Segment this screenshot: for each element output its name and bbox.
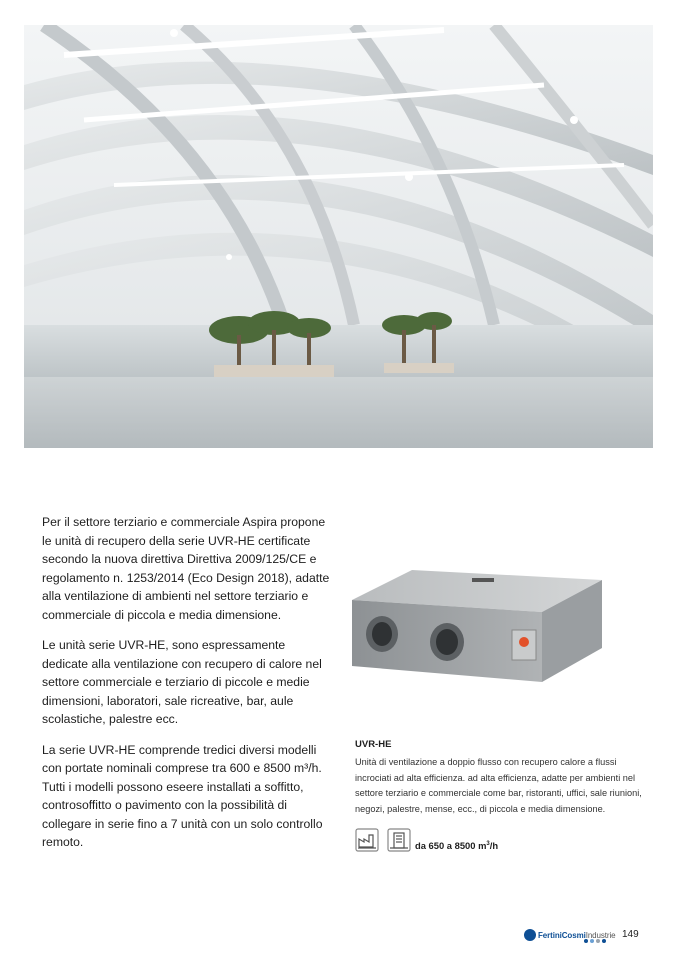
paragraph-models: La serie UVR-HE comprende tredici diversi modelli con portate nominali comprese tra 600 e 8500 m³/h. Tutti i modelli possono eseere installati a soffitto, controsoffitto o pavimento con la possibilità di collegare in serie fino a 7 unità con un solo controllo remoto. [42,742,323,849]
product-title: UVR-HE [355,739,392,750]
flow-range [415,840,498,851]
page-number: 149 [622,929,639,940]
flow-range-unit-suffix: /h [489,840,499,851]
brand-dot [584,939,588,943]
factory-icon [355,828,379,852]
brand-dot [602,939,606,943]
hero-photo-airport-hall [24,25,653,448]
product-photo-uvr-he [352,566,646,682]
building-icon [387,828,411,852]
brand-name: FertiniCosmiIndustrie [538,930,616,940]
brand-dot [596,939,600,943]
body-text [42,513,334,864]
brand-logo-mark [524,929,536,941]
paragraph-usage: Le unità serie UVR-HE, sono espressamente dedicate alla ventilazione con recupero di calore nel settore commerciale e terziario di piccole e medie dimensioni, laboratori, sale ricreative, bar, aule scolastiche, palestre ecc. [42,638,322,726]
brand-logo-dots [584,939,606,943]
flow-range-unit-exponent: 3 [486,840,490,847]
flow-range-value: da 650 a 8500 m [415,840,487,851]
product-description: Unità di ventilazione a doppio flusso con recupero calore a flussi incrociati ad alta efficienza. ad alta efficienza, adatte per ambienti nel settore terziario e commerciale come bar, ristoranti, uffici, sale riunioni, negozi, palestre, mense, ecc., di piccola e media dimensione. [355,757,642,814]
paragraph-intro: Per il settore terziario e commerciale Aspira propone le unità di recupero della serie UVR-HE certificate secondo la nuova direttiva Direttiva 2009/125/CE e regolamento n. 1253/2014 (Eco Design 2018), adatte alla ventilazione di ambienti nel settore terziario e commerciale di piccola e media dimensione. [42,515,330,622]
brand-logo [524,925,616,945]
brand-dot [590,939,594,943]
application-icons [355,826,411,854]
